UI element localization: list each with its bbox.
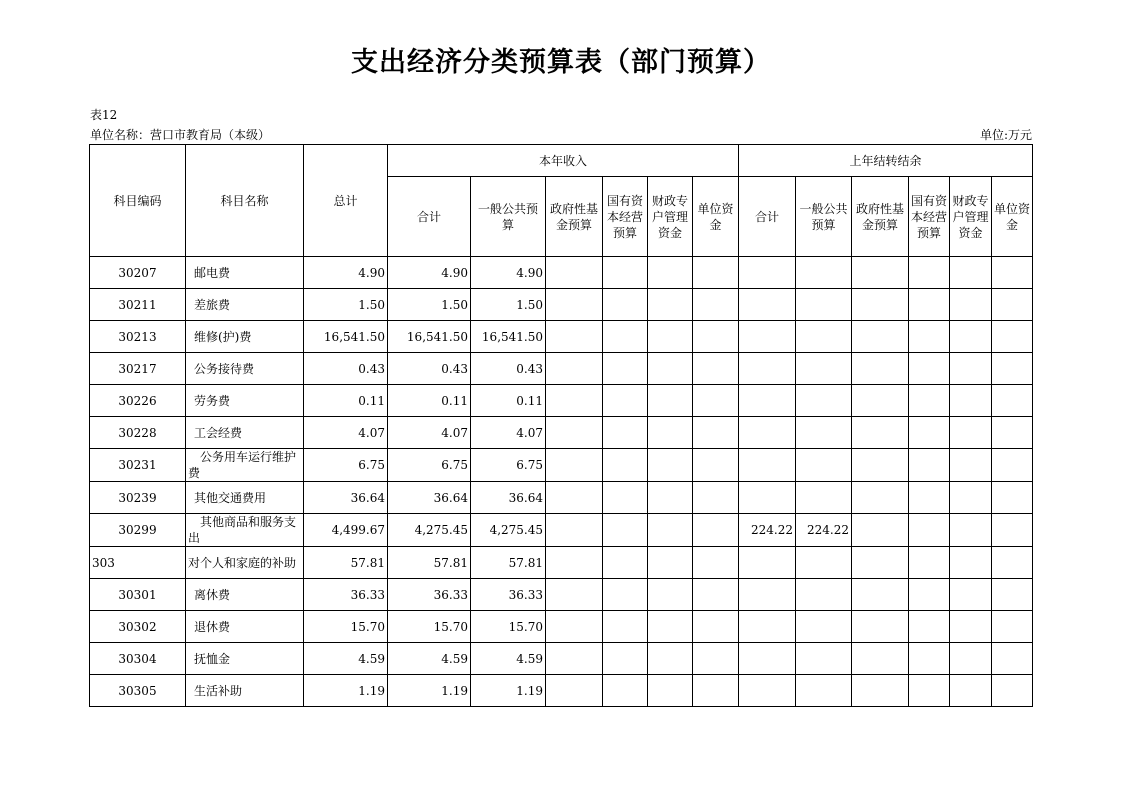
table-row — [90, 353, 1033, 385]
row-code: 303 — [90, 547, 186, 579]
header-cur-state-capital: 国有资本经营预算 — [603, 177, 648, 257]
row-carry-total: 224.22 — [739, 514, 796, 547]
row-cur-total: 0.43 — [388, 353, 471, 385]
row-name: 对个人和家庭的补助 — [186, 547, 304, 579]
row-code: 30231 — [90, 449, 186, 482]
row-carry-general — [796, 579, 852, 611]
row-cur-total: 57.81 — [388, 547, 471, 579]
row-carry-general — [796, 257, 852, 289]
row-code: 30302 — [90, 611, 186, 643]
table-row — [90, 547, 1033, 579]
row-carry-total — [739, 579, 796, 611]
unit-name: 单位名称：营口市教育局（本级） — [90, 128, 271, 142]
row-cur-total: 15.70 — [388, 611, 471, 643]
row-carry-total — [739, 611, 796, 643]
header-cur-general: 一般公共预算 — [471, 177, 546, 257]
header-carry-gov-fund: 政府性基金预算 — [852, 177, 909, 257]
row-total: 1.19 — [304, 675, 388, 707]
table-row — [90, 579, 1033, 611]
row-carry-total — [739, 449, 796, 482]
row-cur-general: 36.64 — [471, 482, 546, 514]
header-carry-unit-funds: 单位资金 — [992, 177, 1033, 257]
budget-table — [89, 144, 1033, 707]
row-carry-general — [796, 353, 852, 385]
header-name: 科目名称 — [186, 145, 304, 257]
row-name: 其他商品和服务支出 — [186, 514, 304, 547]
table-row — [90, 289, 1033, 321]
row-cur-total: 16,541.50 — [388, 321, 471, 353]
row-cur-general: 6.75 — [471, 449, 546, 482]
row-name: 工会经费 — [186, 417, 304, 449]
row-cur-general: 4,275.45 — [471, 514, 546, 547]
table-row — [90, 482, 1033, 514]
row-total: 0.43 — [304, 353, 388, 385]
table-row — [90, 385, 1033, 417]
row-carry-general: 224.22 — [796, 514, 852, 547]
row-carry-general — [796, 417, 852, 449]
row-code: 30228 — [90, 417, 186, 449]
header-current-income: 本年收入 — [388, 145, 739, 177]
table-number: 表12 — [90, 108, 118, 122]
row-cur-general: 16,541.50 — [471, 321, 546, 353]
table-row — [90, 449, 1033, 482]
page-title: 支出经济分类预算表（部门预算） — [351, 47, 771, 78]
row-total: 4.90 — [304, 257, 388, 289]
row-carry-total — [739, 385, 796, 417]
row-carry-total — [739, 353, 796, 385]
row-carry-general — [796, 321, 852, 353]
row-cur-general: 1.19 — [471, 675, 546, 707]
row-carry-general — [796, 289, 852, 321]
row-name: 其他交通费用 — [186, 482, 304, 514]
row-total: 57.81 — [304, 547, 388, 579]
header-total: 总计 — [304, 145, 388, 257]
row-cur-total: 4.59 — [388, 643, 471, 675]
row-cur-total: 36.33 — [388, 579, 471, 611]
row-carry-general — [796, 385, 852, 417]
header-cur-total: 合计 — [388, 177, 471, 257]
row-name: 退休费 — [186, 611, 304, 643]
row-name: 生活补助 — [186, 675, 304, 707]
header-cur-unit-funds: 单位资金 — [693, 177, 739, 257]
row-code: 30305 — [90, 675, 186, 707]
row-cur-general: 57.81 — [471, 547, 546, 579]
row-carry-total — [739, 643, 796, 675]
row-carry-total — [739, 257, 796, 289]
table-row — [90, 257, 1033, 289]
row-total: 6.75 — [304, 449, 388, 482]
header-carry-total: 合计 — [739, 177, 796, 257]
row-code: 30304 — [90, 643, 186, 675]
row-cur-general: 15.70 — [471, 611, 546, 643]
header-code: 科目编码 — [90, 145, 186, 257]
row-cur-general: 4.07 — [471, 417, 546, 449]
row-carry-general — [796, 675, 852, 707]
row-name: 差旅费 — [186, 289, 304, 321]
table-row — [90, 611, 1033, 643]
row-carry-general — [796, 643, 852, 675]
row-carry-total — [739, 321, 796, 353]
row-total: 15.70 — [304, 611, 388, 643]
row-carry-general — [796, 449, 852, 482]
row-cur-total: 4.07 — [388, 417, 471, 449]
row-cur-general: 0.11 — [471, 385, 546, 417]
header-cur-gov-fund: 政府性基金预算 — [546, 177, 603, 257]
row-carry-total — [739, 482, 796, 514]
row-total: 0.11 — [304, 385, 388, 417]
row-total: 36.33 — [304, 579, 388, 611]
row-code: 30217 — [90, 353, 186, 385]
row-cur-total: 1.19 — [388, 675, 471, 707]
row-cur-total: 0.11 — [388, 385, 471, 417]
row-name: 抚恤金 — [186, 643, 304, 675]
row-name: 邮电费 — [186, 257, 304, 289]
row-cur-total: 36.64 — [388, 482, 471, 514]
table-row — [90, 643, 1033, 675]
header-cur-special-account: 财政专户管理资金 — [648, 177, 693, 257]
row-cur-general: 0.43 — [471, 353, 546, 385]
table-row — [90, 514, 1033, 547]
row-code: 30213 — [90, 321, 186, 353]
row-carry-total — [739, 289, 796, 321]
row-total: 1.50 — [304, 289, 388, 321]
header-carryover: 上年结转结余 — [739, 145, 1033, 177]
row-total: 36.64 — [304, 482, 388, 514]
row-name: 维修(护)费 — [186, 321, 304, 353]
row-total: 16,541.50 — [304, 321, 388, 353]
table-row — [90, 321, 1033, 353]
row-cur-general: 1.50 — [471, 289, 546, 321]
table-row — [90, 675, 1033, 707]
row-code: 30239 — [90, 482, 186, 514]
row-cur-general: 4.90 — [471, 257, 546, 289]
row-name: 离休费 — [186, 579, 304, 611]
row-carry-general — [796, 611, 852, 643]
row-cur-general: 36.33 — [471, 579, 546, 611]
header-carry-general: 一般公共预算 — [796, 177, 852, 257]
row-name: 公务接待费 — [186, 353, 304, 385]
row-cur-total: 4.90 — [388, 257, 471, 289]
row-carry-general — [796, 482, 852, 514]
row-total: 4.59 — [304, 643, 388, 675]
header-carry-state-capital: 国有资本经营预算 — [909, 177, 950, 257]
row-cur-total: 1.50 — [388, 289, 471, 321]
row-carry-total — [739, 675, 796, 707]
row-cur-general: 4.59 — [471, 643, 546, 675]
row-name: 公务用车运行维护费 — [186, 449, 304, 482]
header-carry-special-account: 财政专户管理资金 — [950, 177, 992, 257]
row-code: 30207 — [90, 257, 186, 289]
row-total: 4,499.67 — [304, 514, 388, 547]
row-total: 4.07 — [304, 417, 388, 449]
row-code: 30226 — [90, 385, 186, 417]
row-cur-total: 4,275.45 — [388, 514, 471, 547]
row-code: 30211 — [90, 289, 186, 321]
row-name: 劳务费 — [186, 385, 304, 417]
row-cur-total: 6.75 — [388, 449, 471, 482]
row-carry-total — [739, 547, 796, 579]
row-code: 30301 — [90, 579, 186, 611]
row-carry-general — [796, 547, 852, 579]
table-row — [90, 417, 1033, 449]
row-code: 30299 — [90, 514, 186, 547]
row-carry-total — [739, 417, 796, 449]
unit-label: 单位:万元 — [979, 128, 1032, 142]
